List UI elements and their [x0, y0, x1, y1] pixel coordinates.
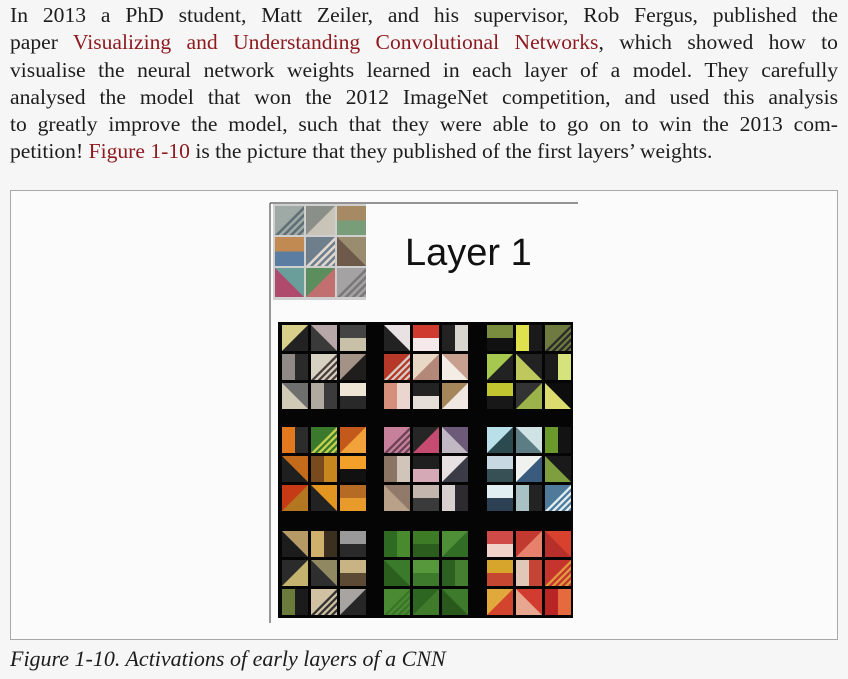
- activation-tile: [311, 589, 337, 615]
- activation-tile: [311, 531, 337, 557]
- small-filter-tile: [306, 237, 335, 266]
- activation-tile: [282, 427, 308, 453]
- figure-caption: Figure 1-10. Activations of early layers of a CNN: [10, 646, 446, 671]
- activation-tile: [545, 427, 571, 453]
- activation-tile: [516, 560, 542, 586]
- activation-tile: [413, 560, 439, 586]
- activation-tile: [384, 456, 410, 482]
- activation-tile: [413, 325, 439, 351]
- paper-title-link[interactable]: Visualizing and Understanding Convolutional Networks: [72, 30, 599, 55]
- activation-tile: [516, 485, 542, 511]
- activation-tile: [282, 485, 308, 511]
- small-filter-tile: [337, 237, 366, 266]
- activation-tile: [384, 427, 410, 453]
- activation-tile: [311, 427, 337, 453]
- layer-label: Layer 1: [405, 232, 532, 274]
- activation-tile: [516, 325, 542, 351]
- activation-tile: [311, 485, 337, 511]
- paragraph-line-3: visualise the neural network weights learned in each layer of a model. They carefully: [10, 57, 838, 82]
- activation-tile: [413, 589, 439, 615]
- activation-tile: [487, 560, 513, 586]
- activation-tile: [516, 456, 542, 482]
- activation-tile: [487, 354, 513, 380]
- activation-tile: [413, 456, 439, 482]
- activation-tile: [413, 531, 439, 557]
- activation-tile: [442, 456, 468, 482]
- paragraph-line-2: paper Visualizing and Understanding Convolutional Networks, which showed how to: [10, 30, 838, 55]
- activation-tile: [340, 560, 366, 586]
- activation-tile: [442, 325, 468, 351]
- activation-tile: [545, 354, 571, 380]
- activation-tile: [311, 456, 337, 482]
- activation-tile: [384, 560, 410, 586]
- activation-tile: [384, 531, 410, 557]
- activation-tile: [384, 485, 410, 511]
- activation-tile: [311, 383, 337, 409]
- activation-tile: [487, 427, 513, 453]
- activation-tile: [516, 531, 542, 557]
- activation-tile: [282, 589, 308, 615]
- activation-tile: [487, 325, 513, 351]
- activation-tile: [442, 354, 468, 380]
- activation-tile: [340, 531, 366, 557]
- activation-tile: [340, 354, 366, 380]
- paragraph-line-4: analysed the model that won the 2012 ImageNet competition, and used this analysis: [10, 84, 838, 109]
- activation-tile: [545, 485, 571, 511]
- small-filter-tile: [275, 206, 304, 235]
- activation-tile: [413, 427, 439, 453]
- activation-tile: [516, 354, 542, 380]
- activation-tile: [413, 354, 439, 380]
- activation-tile: [311, 325, 337, 351]
- activation-tile: [282, 531, 308, 557]
- activation-tile: [516, 427, 542, 453]
- activation-tile: [545, 589, 571, 615]
- activation-tile: [545, 383, 571, 409]
- small-filter-grid: [273, 204, 366, 300]
- small-filter-tile: [306, 206, 335, 235]
- activation-tile: [340, 383, 366, 409]
- activation-tile: [413, 485, 439, 511]
- activation-tile: [413, 383, 439, 409]
- activation-tile: [516, 589, 542, 615]
- activation-tile: [442, 427, 468, 453]
- activation-tile: [442, 383, 468, 409]
- activation-tile: [487, 531, 513, 557]
- figure-reference-link[interactable]: Figure 1-10: [88, 139, 190, 164]
- activation-tile: [384, 383, 410, 409]
- activation-tile: [311, 354, 337, 380]
- activation-tile: [487, 456, 513, 482]
- activation-tile: [487, 485, 513, 511]
- activation-tile: [282, 325, 308, 351]
- activation-tile: [442, 485, 468, 511]
- activation-tile: [340, 456, 366, 482]
- activation-tile: [311, 560, 337, 586]
- activation-tile: [545, 560, 571, 586]
- small-filter-tile: [306, 268, 335, 297]
- large-activation-grid: [278, 322, 573, 618]
- activation-tile: [545, 531, 571, 557]
- activation-tile: [442, 531, 468, 557]
- activation-tile: [516, 383, 542, 409]
- paragraph-line-6: petition! Figure 1-10 is the picture that they published of the first layers’ weights.: [10, 139, 713, 164]
- small-filter-tile: [275, 268, 304, 297]
- activation-tile: [282, 456, 308, 482]
- activation-tile: [282, 560, 308, 586]
- activation-tile: [487, 589, 513, 615]
- activation-tile: [442, 589, 468, 615]
- small-filter-tile: [275, 237, 304, 266]
- activation-tile: [384, 325, 410, 351]
- activation-tile: [340, 427, 366, 453]
- activation-tile: [340, 325, 366, 351]
- activation-tile: [340, 589, 366, 615]
- activation-tile: [282, 354, 308, 380]
- paragraph-line-5: to greatly improve the model, such that they were able to go on to win the 2013 com-: [10, 112, 838, 137]
- activation-tile: [282, 383, 308, 409]
- activation-tile: [384, 589, 410, 615]
- activation-tile: [545, 456, 571, 482]
- activation-tile: [384, 354, 410, 380]
- activation-tile: [487, 383, 513, 409]
- small-filter-tile: [337, 268, 366, 297]
- paragraph-line-1: In 2013 a PhD student, Matt Zeiler, and his supervisor, Rob Fergus, published the: [10, 3, 838, 27]
- activation-tile: [545, 325, 571, 351]
- activation-tile: [340, 485, 366, 511]
- activation-tile: [442, 560, 468, 586]
- small-filter-tile: [337, 206, 366, 235]
